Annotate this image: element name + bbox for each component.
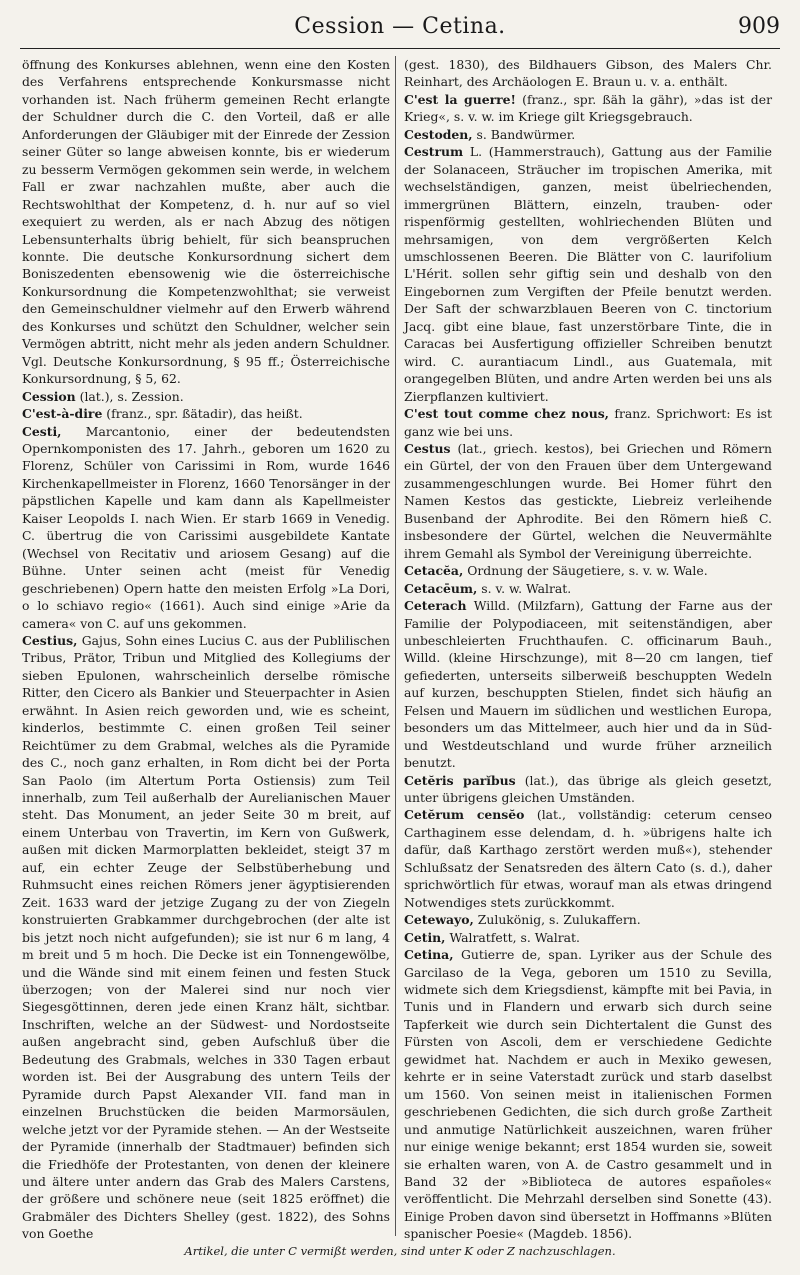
entry-text: Gajus, Sohn eines Lucius C. aus der Publilischen Tribus, Prätor, Tribun und Mitglied des Kollegiums der sieben Epulonen, wahrscheinlich derselbe römische Ritter, den Cicero als Bankier und Steuerpachter in Asien erwähnt. In Asien reich geworden und, wie es scheint, kinderlos, bestimmte C. einen großen Teil seiner Reichtümer zu dem Grabmal, welches als die Pyramide des C., noch ganz erhalten, in Rom dicht bei der Porta San Paolo (im Altertum Porta Ostiensis) zum Teil innerhalb, zum Teil außerhalb der Aurelianischen Mauer steht. Das Monument, an jeder Seite 30 m breit, auf einem Unterbau von Travertin, im Kern von Gußwerk, außen mit dicken Marmorplatten bekleidet, steigt 37 m auf, ein echter Zeuge der Selbstüberhebung und Ruhmsucht eines reichen Römers jener ägyptisierenden Zeit. 1633 ward der jetzige Zugang zu der von Ziegeln konstruierten Grabkammer durchgebrochen (der alte ist bis jetzt noch nicht aufgefunden); sie ist nur 6 m lang, 4 m breit und 5 m hoch. Die Decke ist ein Tonnengewölbe, und die Wände sind mit einem feinen und festen Stuck überzogen; von der Malerei sind nur noch vier Siegesgöttinnen, deren jede einen Kranz hält, sichtbar. Inschriften, welche an der Südwest- und Nordostseite außen angebracht sind, geben Aufschluß über die Bedeutung des Grabmals, welches in 330 Tagen erbaut worden ist. Bei der Ausgrabung des untern Teils der Pyramide durch Papst Alexander VII. fand man in einzelnen Bruchstücken die beiden Marmorsäulen, welche jetzt vor der Pyramide stehen. — An der Westseite der Pyramide (innerhalb der Stadtmauer) befinden sich die Friedhöfe der Protestanten, von denen der kleinere und ältere unter andern das Grab des Malers Carstens, der größere und schönere neue (seit 1825 eröffnet) die Grabmäler des Dichters Shelley (gest. 1822), des Sohns von Goethe [22, 632, 390, 1242]
entry-lemma: Cetĕrum censĕo [404, 807, 525, 823]
entry-text: Willd. (Milzfarn), Gattung der Farne aus der Familie der Polypodiaceen, mit seitenständigen, aber unbeschleierten Fruchthaufen. C. officinarum Bauh., Willd. (kleine Hirschzunge), mit 8—20 cm langen, tief gefiederten, unterseits silberweiß beschuppten Wedeln auf kurzen, beschuppten Stielen, findet sich häufig an Felsen und Mauern im südlichen und westlichen Europa, besonders um das Mittelmeer, auch hier und da in Süd- und Westdeutschland und wurde früher arzneilich benutzt. [404, 598, 772, 771]
entry-lemma: Cetin, [404, 929, 446, 945]
dictionary-entry [404, 126, 772, 143]
dictionary-entry [404, 806, 772, 911]
page-header [20, 10, 780, 46]
entry-text: (franz., spr. ßätadir), das heißt. [102, 406, 303, 422]
dictionary-entry [404, 911, 772, 928]
entry-lemma: C'est-à-dire [22, 406, 103, 422]
dictionary-entry [404, 580, 772, 597]
entry-text: (lat.), das übrige als gleich gesetzt, unter übrigens gleichen Umständen. [404, 772, 772, 806]
dictionary-entry [404, 597, 772, 772]
entry-lemma: Cetacēum, [404, 580, 478, 596]
entry-lemma: Cession [22, 388, 76, 404]
entry-text: L. (Hammerstrauch), Gattung aus der Familie der Solanaceen, Sträucher im tropischen Amerika, mit wechselständigen, ganzen, meist übelriechenden, immergrünen Blättern, einzeln, trauben- oder rispenförmig gestellten, wohlriechenden Blüten und mehrsamigen, von dem vergrößerten Kelch umschlossenen Beeren. Die Blätter von C. laurifolium L'Hérit. sollen sehr giftig sein und deshalb von den Eingebornen zum Vergiften der Pfeile benutzt werden. Der Saft der schwarzblauen Beeren von C. tinctorium Jacq. gibt eine blaue, fast unzerstörbare Tinte, die in Caracas bei Ausfertigung offizieller Schreiben benutzt wird. C. aurantiacum Lindl., aus Guatemala, mit orangegelben Blüten, und andre Arten werden bei uns als Zierpflanzen kultiviert. [404, 144, 772, 404]
dictionary-entry [404, 56, 772, 91]
entry-text: öffnung des Konkurses ablehnen, wenn eine den Kosten des Verfahrens entsprechende Konkursmasse nicht vorhanden ist. Nach früherm gemeinen Recht erlangte der Schuldner durch die C. den Vorteil, daß er alle Anforderungen der Gläubiger mit der Einrede der Zession seiner Güter so lange abweisen konnte, bis er wiederum zu besserm Vermögen gekommen sein werde, in welchem Fall er zwar nachzahlen mußte, aber auch die Rechtswohlthat der Kompetenz, d. h. nur auf so viel exequiert zu werden, als er nach Abzug des nötigen Lebensunterhalts übrig behielt, für sich beanspruchen konnte. Die deutsche Konkursordnung sichert dem Boniszedenten ebensowenig wie die österreichische Konkursordnung die Kompetenzwohlthat; sie verweist den Gemeinschuldner vielmehr auf den Erwerb während des Konkurses und schützt den Schuldner, welcher sein Vermögen abtritt, nicht mehr als jeden andern Schuldner. Vgl. Deutsche Konkursordnung, § 95 ff.; Österreichische Konkursordnung, § 5, 62. [22, 57, 390, 387]
dictionary-entry [22, 405, 390, 422]
dictionary-entry [22, 56, 390, 388]
entry-text: s. Bandwürmer. [472, 126, 576, 142]
entry-text: franz. Sprichwort: Es ist ganz wie bei uns. [404, 406, 772, 439]
dictionary-entry [404, 440, 772, 562]
dictionary-entry [22, 388, 390, 405]
dictionary-entry [404, 91, 772, 126]
header-rule [20, 48, 780, 49]
dictionary-entry [404, 946, 772, 1243]
entry-lemma: Cestus [404, 440, 451, 456]
entry-lemma: Cetacĕa, [404, 563, 464, 579]
entry-lemma: C'est la guerre! [404, 91, 516, 107]
dictionary-entry [404, 929, 772, 946]
entry-text: Zulukönig, s. Zulukaffern. [473, 912, 641, 928]
entry-text: Marcantonio, einer der bedeutendsten Opernkomponisten des 17. Jahrh., geboren um 1620 zu Florenz, Schüler von Carissimi in Rom, wurde 1646 Kirchenkapellmeister in Florenz, 1660 Tenorsänger in der päpstlichen Kapelle und kam dann als Kapellmeister Kaiser Leopolds I. nach Wien. Er starb 1669 in Venedig. C. übertrug die von Carissimi ausgebildete Kantate (Wechsel von Recitativ und ariosem Gesang) auf die Bühne. Unter seinen acht (meist für Venedig geschriebenen) Opern hatte den meisten Erfolg »La Dori, o lo schiavo regio« (1661). Auch sind einige »Arie da camera« von C. auf uns gekommen. [22, 423, 390, 631]
entry-text: Ordnung der Säugetiere, s. v. w. Wale. [463, 563, 708, 579]
entry-text: (lat.), s. Zession. [75, 388, 184, 404]
entry-lemma: Cetewayo, [404, 912, 474, 928]
dictionary-entry [404, 562, 772, 579]
entry-lemma: Cetina, [404, 947, 454, 963]
entry-text: (lat., griech. kestos), bei Griechen und Römern ein Gürtel, der von den Frauen über dem Untergewand zusammengeschlungen wurde. Bei Homer führt den Namen Kestos das gestickte, Liebreiz verleihende Busenband der Aphrodite. Bei den Römern hieß C. insbesondere der Gürtel, welchen die Neuvermählte ihrem Gemahl als Symbol der Vereinigung überreichte. [404, 440, 772, 561]
entry-lemma: Cestius, [22, 632, 78, 648]
footer-note: Artikel, die unter C vermißt werden, sind unter K oder Z nachzuschlagen. [184, 1244, 616, 1258]
entry-text: s. v. w. Walrat. [477, 580, 572, 596]
entry-lemma: C'est tout comme chez nous, [404, 406, 609, 422]
entry-text: (lat., vollständig: ceterum censeo Carthaginem esse delendam, d. h. »übrigens halte ich dafür, daß Karthago zerstört werden muß«), stehender Schlußsatz der Senatsreden des ältern Cato (s. d.), daher sprichwörtlich für etwas, worauf man als etwas dringend Notwendiges stets zurückkommt. [404, 807, 773, 910]
entry-text: Gutierre de, span. Lyriker aus der Schule des Garcilaso de la Vega, geboren um 1510 zu Sevilla, widmete sich dem Kriegsdienst, kämpfte mit bei Pavia, in Tunis und in Flandern und erwarb sich durch seine Tapferkeit wie durch sein Dichtertalent die Gunst des Fürsten von Ascoli, dem er verschiedene Gedichte gewidmet hat. Nachdem er auch in Mexiko gewesen, kehrte er in seine Vaterstadt zurück und starb daselbst um 1560. Von seinen meist in italienischen Formen geschriebenen Gedichten, die sich durch große Zartheit und anmutige Natürlichkeit auszeichnen, waren früher nur einige wenige bekannt; erst 1854 wurden sie, soweit sie erhalten waren, von A. de Castro gesammelt und in Band 32 der »Biblioteca de autores españoles« veröffentlicht. Die Mehrzahl derselben sind Sonette (43). Einige Proben davon sind übersetzt in Hoffmanns »Blüten spanischer Poesie« (Magdeb. 1856). [404, 947, 772, 1242]
dictionary-entry [404, 405, 772, 440]
entry-lemma: Cestoden, [404, 126, 473, 142]
column-divider [395, 56, 396, 1236]
entry-lemma: Cetĕris parĭbus [404, 772, 516, 788]
page-number: 909 [738, 14, 780, 39]
entry-lemma: Ceterach [404, 598, 467, 614]
running-head: Cession — Cetina. [294, 14, 506, 39]
left-column [22, 56, 390, 1243]
entry-text: (gest. 1830), des Bildhauers Gibson, des Malers Chr. Reinhart, des Archäologen E. Braun u. v. a. enthält. [404, 57, 772, 90]
entry-text: (franz., spr. ßäh la gähr), »das ist der Krieg«, s. v. w. im Kriege gilt Kriegsgebrauch. [404, 91, 772, 125]
dictionary-entry [22, 632, 390, 1243]
entry-lemma: Cestrum [404, 144, 464, 160]
right-column [404, 56, 772, 1243]
dictionary-entry [404, 772, 772, 807]
entry-text: Walratfett, s. Walrat. [445, 929, 580, 945]
entry-lemma: Cesti, [22, 423, 62, 439]
dictionary-entry [22, 423, 390, 632]
dictionary-entry [404, 143, 772, 405]
